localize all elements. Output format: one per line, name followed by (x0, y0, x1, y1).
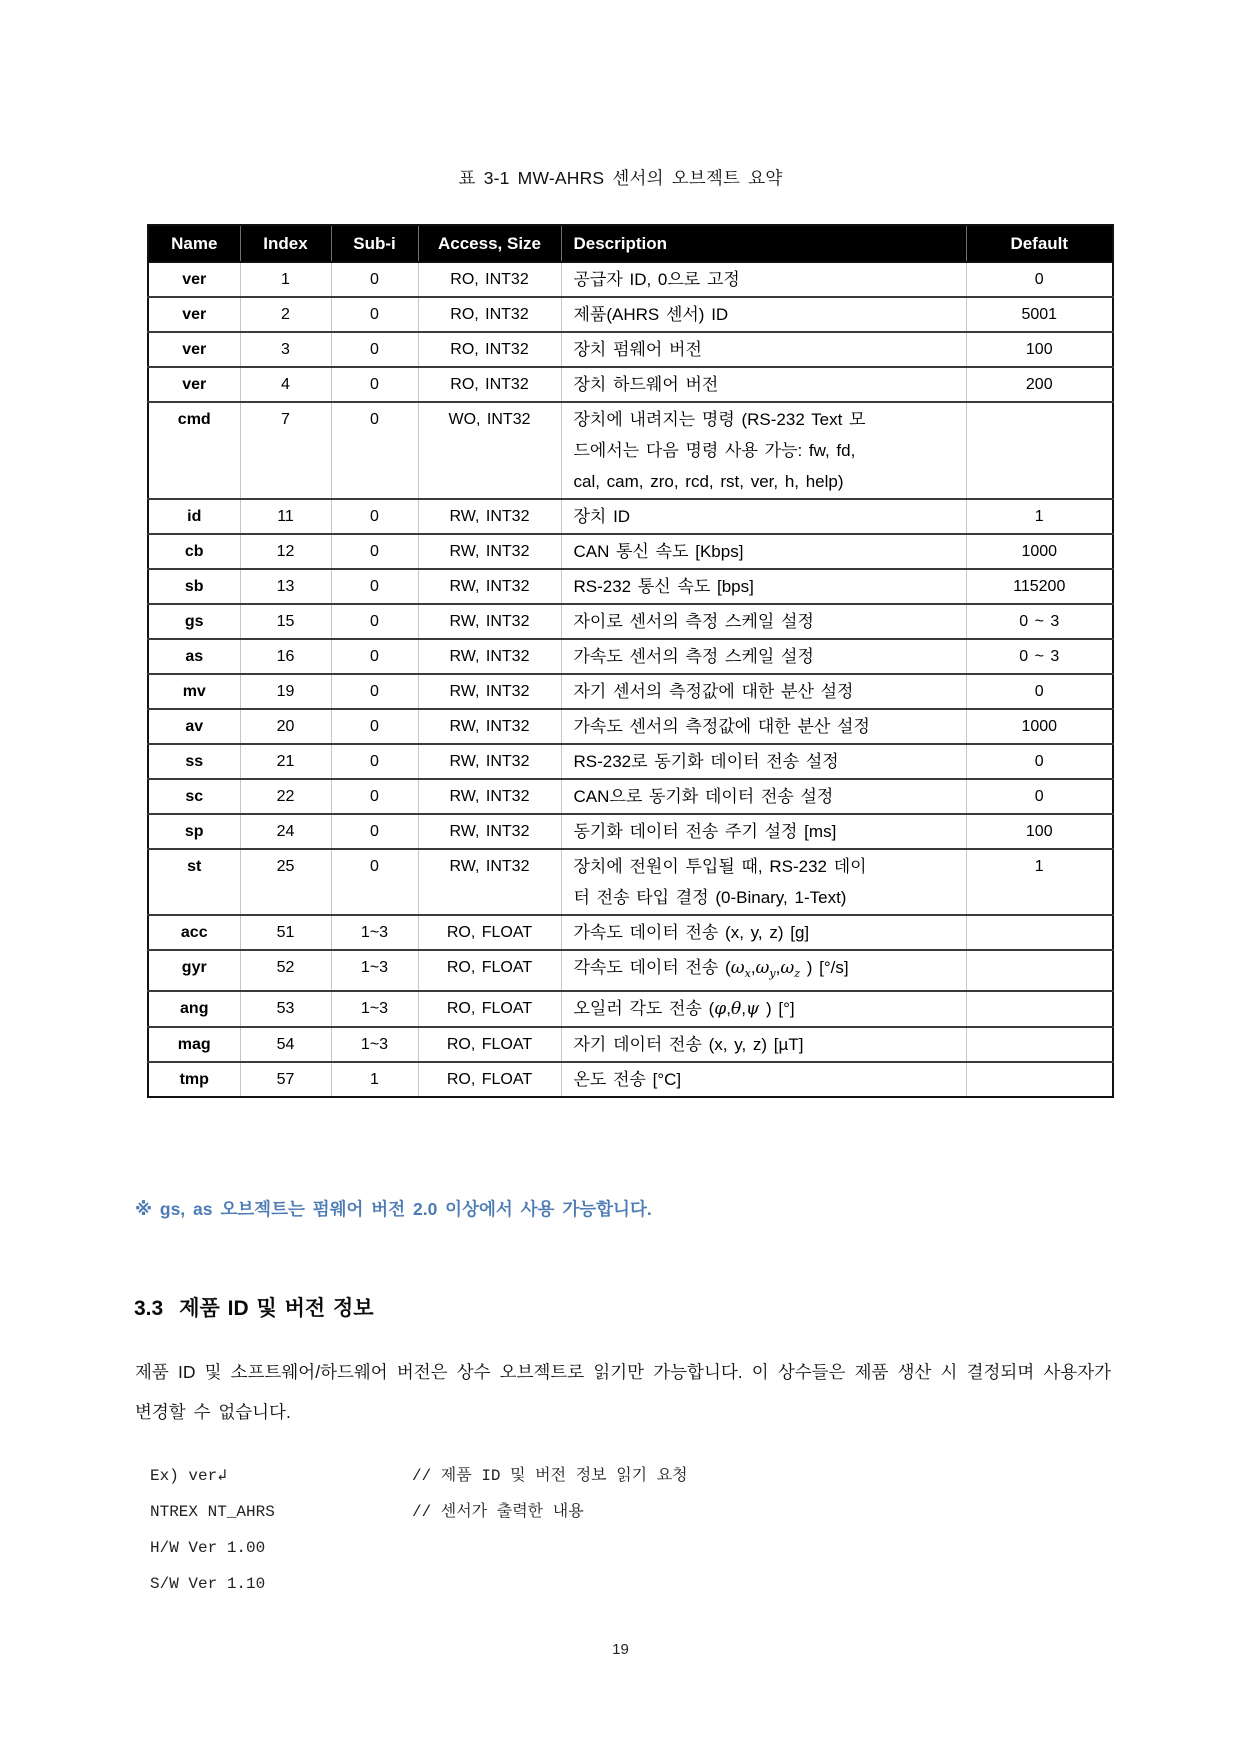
cell-subindex: 0 (331, 499, 418, 534)
cell-access-size: RO, FLOAT (418, 950, 561, 991)
cell-default: 100 (966, 332, 1113, 367)
cell-subindex: 0 (331, 534, 418, 569)
cell-index: 4 (240, 367, 331, 402)
cell-access-size: RW, INT32 (418, 814, 561, 849)
code-text: NTREX NT_AHRS (150, 1503, 275, 1521)
cell-index: 25 (240, 849, 331, 915)
cell-default: 1 (966, 849, 1113, 915)
cell-index: 22 (240, 779, 331, 814)
cell-subindex: 0 (331, 262, 418, 297)
cell-index: 15 (240, 604, 331, 639)
description-line: 장치에 전원이 투입될 때, RS-232 데이 (573, 857, 867, 876)
cell-index: 21 (240, 744, 331, 779)
cell-subindex: 1~3 (331, 991, 418, 1027)
cell-subindex: 1~3 (331, 950, 418, 991)
description-line: CAN 통신 속도 [Kbps] (573, 542, 744, 561)
math-symbol: ψ (745, 999, 760, 1019)
cell-default (966, 991, 1113, 1027)
cell-subindex: 0 (331, 814, 418, 849)
cell-access-size: RW, INT32 (418, 569, 561, 604)
firmware-note: ※ gs, as 오브젝트는 펌웨어 버전 2.0 이상에서 사용 가능합니다. (135, 1199, 652, 1219)
cell-default: 1000 (966, 534, 1113, 569)
cell-index: 16 (240, 639, 331, 674)
cell-description (561, 814, 966, 849)
cell-name: as (148, 639, 240, 674)
cell-index: 20 (240, 709, 331, 744)
cell-description (561, 849, 966, 915)
cell-access-size: WO, INT32 (418, 402, 561, 499)
code-comment: // 제품 ID 및 버전 정보 읽기 요청 (412, 1467, 688, 1485)
cell-name: ver (148, 262, 240, 297)
object-summary-table (147, 224, 1114, 1098)
cell-name: ss (148, 744, 240, 779)
table-row (148, 534, 1113, 569)
cell-default (966, 402, 1113, 499)
description-line: 각속도 데이터 전송 ($\omega_x,\omega_y,\omega_z$ ) [°/s] (573, 958, 849, 980)
table-row (148, 569, 1113, 604)
cell-default: 5001 (966, 297, 1113, 332)
cell-description (561, 744, 966, 779)
cell-subindex: 0 (331, 779, 418, 814)
code-text: H/W Ver 1.00 (150, 1539, 266, 1557)
math-symbol: φ (714, 999, 727, 1019)
cell-access-size: RO, FLOAT (418, 915, 561, 950)
description-line: RS-232로 동기화 데이터 전송 설정 (573, 752, 839, 771)
description-line: 자기 센서의 측정값에 대한 분산 설정 (573, 682, 854, 701)
cell-description (561, 604, 966, 639)
cell-name: acc (148, 915, 240, 950)
cell-index: 1 (240, 262, 331, 297)
cell-name: cb (148, 534, 240, 569)
cell-default: 200 (966, 367, 1113, 402)
table-row (148, 332, 1113, 367)
table-row (148, 814, 1113, 849)
cell-subindex: 0 (331, 297, 418, 332)
cell-index: 52 (240, 950, 331, 991)
cell-default: 100 (966, 814, 1113, 849)
column-header-description: Description (561, 225, 966, 262)
section-number: 3.3 (134, 1297, 164, 1320)
description-line: 가속도 센서의 측정값에 대한 분산 설정 (573, 717, 870, 736)
cell-description (561, 1062, 966, 1097)
cell-index: 57 (240, 1062, 331, 1097)
cell-access-size: RW, INT32 (418, 744, 561, 779)
table-row (148, 402, 1113, 499)
cell-name: av (148, 709, 240, 744)
description-line: 온도 전송 [°C] (573, 1070, 682, 1089)
description-line: cal, cam, zro, rcd, rst, ver, h, help) (573, 472, 844, 491)
cell-default (966, 915, 1113, 950)
column-header-subindex: Sub-i (331, 225, 418, 262)
code-example (150, 1458, 688, 1602)
code-text: Ex) ver↲ (150, 1467, 227, 1485)
cell-access-size: RW, INT32 (418, 604, 561, 639)
cell-name: gyr (148, 950, 240, 991)
description-line: 드에서는 다음 명령 사용 가능: fw, fd, (573, 441, 856, 460)
column-header-index: Index (240, 225, 331, 262)
cell-name: cmd (148, 402, 240, 499)
cell-name: mag (148, 1027, 240, 1062)
description-line: CAN으로 동기화 데이터 전송 설정 (573, 787, 834, 806)
cell-index: 51 (240, 915, 331, 950)
cell-index: 19 (240, 674, 331, 709)
table-row (148, 297, 1113, 332)
table-row (148, 779, 1113, 814)
cell-access-size: RO, FLOAT (418, 991, 561, 1027)
cell-name: ver (148, 332, 240, 367)
cell-default: 0 (966, 779, 1113, 814)
cell-default: 0 ~ 3 (966, 604, 1113, 639)
cell-name: mv (148, 674, 240, 709)
cell-access-size: RO, FLOAT (418, 1027, 561, 1062)
cell-description (561, 332, 966, 367)
description-line: 동기화 데이터 전송 주기 설정 [ms] (573, 822, 837, 841)
cell-name: gs (148, 604, 240, 639)
description-line: 장치 펌웨어 버전 (573, 340, 702, 359)
table-row (148, 950, 1113, 991)
cell-subindex: 1~3 (331, 915, 418, 950)
section-title: 제품 ID 및 버전 정보 (179, 1297, 374, 1320)
cell-description (561, 569, 966, 604)
cell-name: sp (148, 814, 240, 849)
description-line: 자이로 센서의 측정 스케일 설정 (573, 612, 814, 631)
table-header (148, 225, 1113, 262)
cell-subindex: 0 (331, 332, 418, 367)
cell-index: 3 (240, 332, 331, 367)
math-symbol: ω (780, 958, 795, 978)
description-line: 장치에 내려지는 명령 (RS-232 Text 모 (573, 410, 866, 429)
cell-description (561, 499, 966, 534)
cell-subindex: 0 (331, 744, 418, 779)
cell-default: 0 ~ 3 (966, 639, 1113, 674)
cell-index: 13 (240, 569, 331, 604)
cell-description (561, 534, 966, 569)
table-body (148, 262, 1113, 1097)
cell-subindex: 1~3 (331, 1027, 418, 1062)
table-row (148, 367, 1113, 402)
cell-access-size: RW, INT32 (418, 849, 561, 915)
cell-default: 0 (966, 674, 1113, 709)
table-row (148, 1027, 1113, 1062)
column-header-name: Name (148, 225, 240, 262)
description-line: 가속도 데이터 전송 (x, y, z) [g] (573, 923, 810, 942)
table-caption: 표 3-1 MW-AHRS 센서의 오브젝트 요약 (458, 168, 783, 188)
column-header-default: Default (966, 225, 1113, 262)
cell-description (561, 709, 966, 744)
cell-index: 7 (240, 402, 331, 499)
code-comment: // 센서가 출력한 내용 (412, 1503, 584, 1521)
cell-name: ver (148, 297, 240, 332)
cell-access-size: RW, INT32 (418, 779, 561, 814)
math-subscript: x (744, 967, 751, 980)
body-paragraph: 제품 ID 및 소프트웨어/하드웨어 버전은 상수 오브젝트로 읽기만 가능합니다. 이 상수들은 제품 생산 시 결정되며 사용자가 변경할 수 없습니다. (135, 1362, 1111, 1422)
math-subscript: y (769, 967, 776, 980)
cell-subindex: 0 (331, 367, 418, 402)
table-row (148, 674, 1113, 709)
description-line: 터 전송 타입 결정 (0-Binary, 1-Text) (573, 888, 847, 907)
cell-default (966, 1062, 1113, 1097)
cell-access-size: RW, INT32 (418, 639, 561, 674)
cell-description (561, 674, 966, 709)
cell-description (561, 779, 966, 814)
math-subscript: z (794, 967, 801, 980)
cell-default: 1 (966, 499, 1113, 534)
description-line: 장치 하드웨어 버전 (573, 375, 719, 394)
cell-index: 12 (240, 534, 331, 569)
table-row (148, 849, 1113, 915)
cell-default (966, 950, 1113, 991)
table-row (148, 991, 1113, 1027)
cell-access-size: RW, INT32 (418, 674, 561, 709)
cell-name: sc (148, 779, 240, 814)
cell-name: ang (148, 991, 240, 1027)
cell-description (561, 915, 966, 950)
cell-index: 11 (240, 499, 331, 534)
cell-name: id (148, 499, 240, 534)
code-line (150, 1458, 688, 1494)
cell-subindex: 0 (331, 709, 418, 744)
cell-subindex: 0 (331, 569, 418, 604)
math-symbol: θ (730, 999, 742, 1019)
cell-index: 2 (240, 297, 331, 332)
cell-name: sb (148, 569, 240, 604)
cell-access-size: RO, INT32 (418, 332, 561, 367)
cell-name: tmp (179, 1071, 209, 1088)
description-line: 오일러 각도 전송 (φ,θ,ψ ) [°] (573, 999, 795, 1019)
table-row (148, 744, 1113, 779)
cell-default: 0 (966, 744, 1113, 779)
cell-default (966, 1027, 1113, 1062)
math-symbol: ω (755, 958, 770, 978)
cell-subindex: 1 (331, 1062, 418, 1097)
section-heading (134, 1292, 374, 1322)
cell-description (561, 262, 966, 297)
math-symbol: ω (730, 958, 745, 978)
cell-access-size: RW, INT32 (418, 709, 561, 744)
cell-name: st (148, 849, 240, 915)
table-row (148, 604, 1113, 639)
cell-description (561, 297, 966, 332)
cell-access-size: RW, INT32 (418, 499, 561, 534)
code-line (150, 1566, 688, 1602)
cell-description (561, 991, 966, 1027)
cell-index: 53 (240, 991, 331, 1027)
cell-access-size: RO, FLOAT (418, 1062, 561, 1097)
cell-subindex: 0 (331, 674, 418, 709)
cell-subindex: 0 (331, 639, 418, 674)
description-line: 공급자 ID, 0으로 고정 (573, 270, 740, 289)
table-row (148, 1062, 1113, 1097)
cell-description (561, 950, 966, 991)
cell-default: 0 (966, 262, 1113, 297)
cell-subindex: 0 (331, 604, 418, 639)
cell-access-size: RO, INT32 (418, 297, 561, 332)
description-line: 자기 데이터 전송 (x, y, z) [µT] (573, 1035, 804, 1054)
cell-access-size: RO, INT32 (418, 262, 561, 297)
table-row (148, 709, 1113, 744)
cell-subindex: 0 (331, 849, 418, 915)
table-row (148, 639, 1113, 674)
cell-default: 115200 (966, 569, 1113, 604)
code-text: S/W Ver 1.10 (150, 1575, 266, 1593)
table-row (148, 499, 1113, 534)
cell-access-size: RO, INT32 (418, 367, 561, 402)
table-row (148, 915, 1113, 950)
cell-subindex: 0 (331, 402, 418, 499)
cell-description (561, 402, 966, 499)
page-number: 19 (612, 1641, 629, 1658)
cell-default: 1000 (966, 709, 1113, 744)
cell-index: 54 (240, 1027, 331, 1062)
cell-index: 24 (240, 814, 331, 849)
table-row (148, 262, 1113, 297)
cell-description (561, 1027, 966, 1062)
description-line: 장치 ID (573, 507, 631, 526)
cell-description (561, 639, 966, 674)
cell-description (561, 367, 966, 402)
code-line (150, 1494, 688, 1530)
description-line: 가속도 센서의 측정 스케일 설정 (573, 647, 814, 666)
description-line: 제품(AHRS 센서) ID (573, 305, 729, 324)
description-line: RS-232 통신 속도 [bps] (573, 577, 754, 596)
code-line (150, 1530, 688, 1566)
column-header-access-size: Access, Size (418, 225, 561, 262)
cell-access-size: RW, INT32 (418, 534, 561, 569)
cell-name: ver (148, 367, 240, 402)
